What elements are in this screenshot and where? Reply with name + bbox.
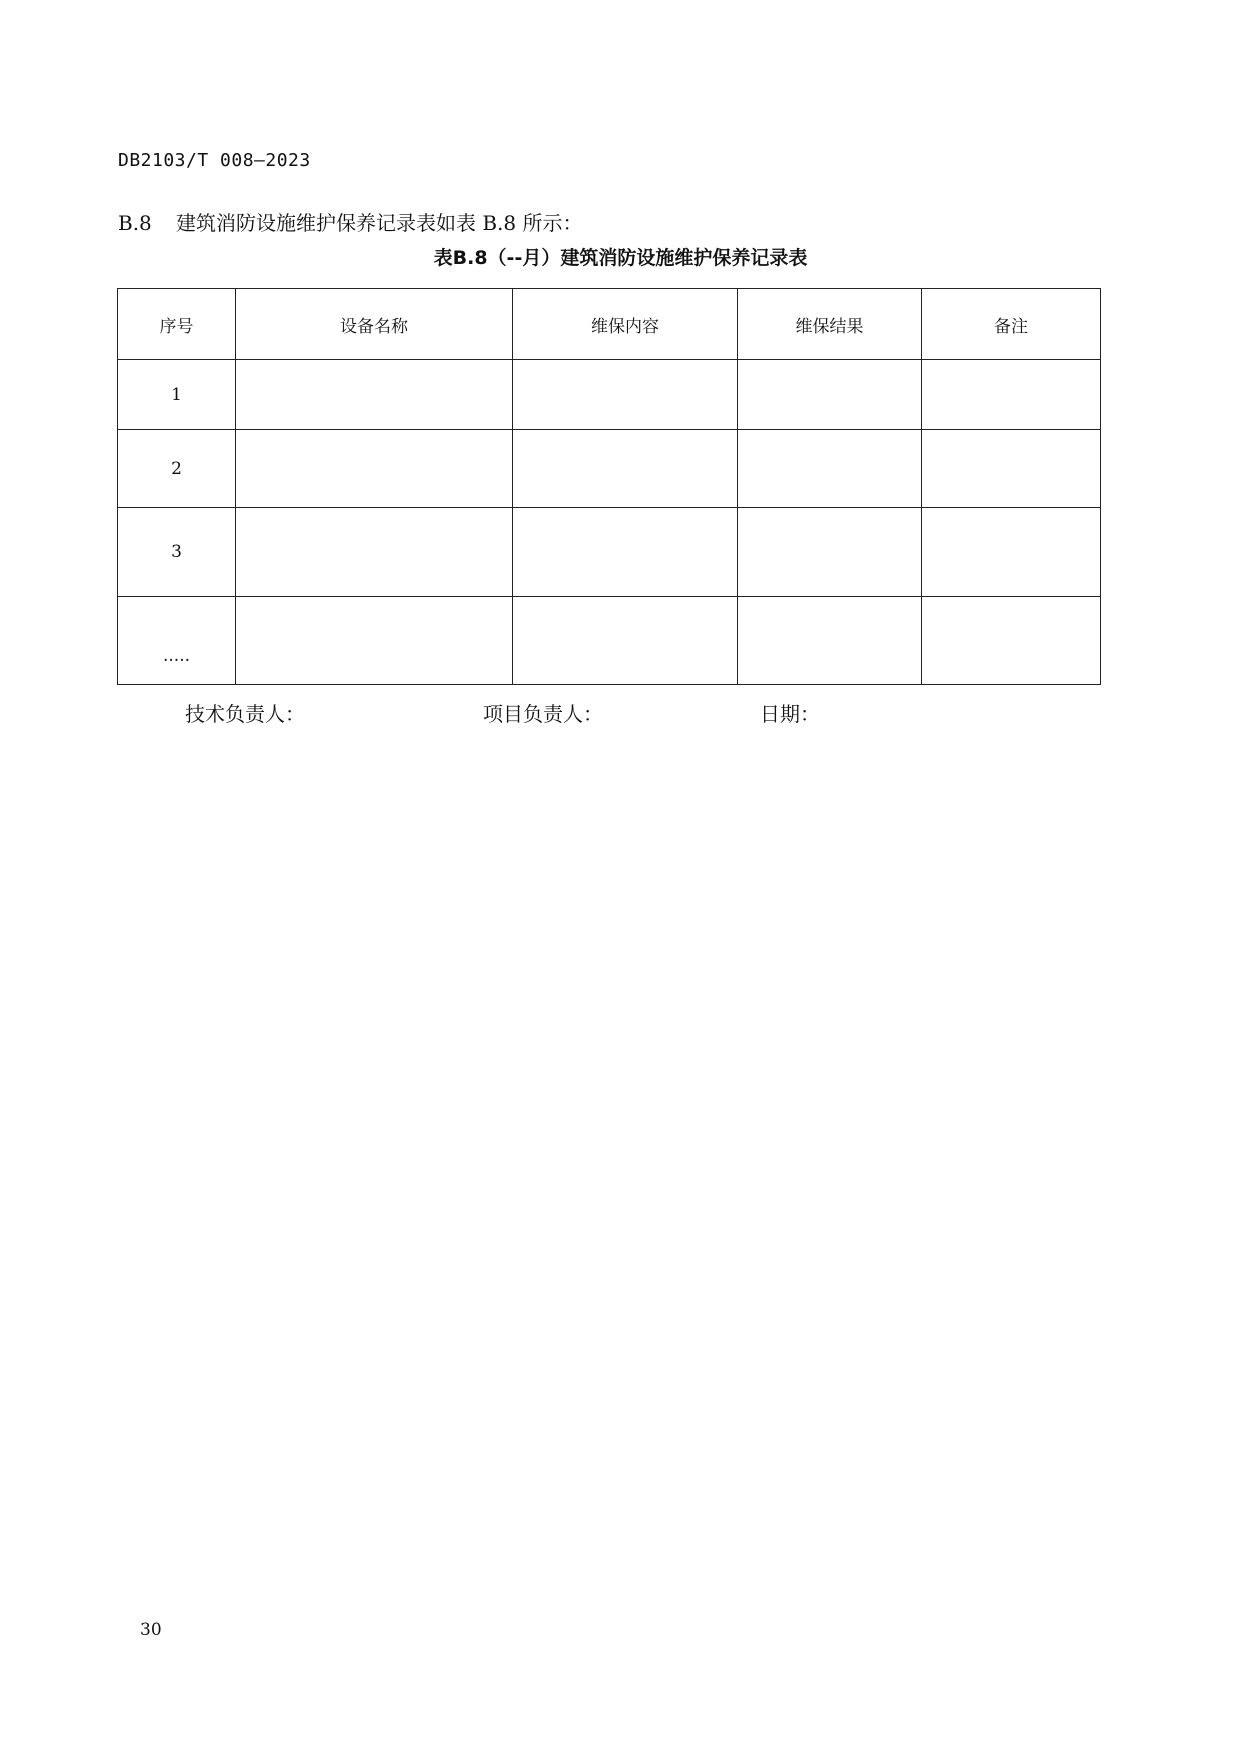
header-device-name: 设备名称	[236, 289, 513, 360]
header-maintenance-result: 维保结果	[738, 289, 922, 360]
cell-maintenance-content	[513, 430, 738, 508]
table-title: 表B.8（--月）建筑消防设施维护保养记录表	[433, 247, 808, 269]
table-row	[118, 430, 1101, 508]
page-number: 30	[140, 1620, 162, 1640]
project-lead-label: 项目负责人：	[483, 702, 603, 726]
table-row	[118, 597, 1101, 685]
header-remark: 备注	[922, 289, 1101, 360]
document-code: DB2103/T 008—2023	[118, 150, 311, 171]
cell-device-name	[236, 430, 513, 508]
cell-serial-number: 2	[118, 430, 236, 508]
maintenance-record-table	[117, 288, 1101, 685]
cell-serial-number: .....	[118, 597, 236, 685]
header-maintenance-content: 维保内容	[513, 289, 738, 360]
section-number: B.8	[118, 211, 152, 235]
cell-remark	[922, 360, 1101, 430]
section-heading	[118, 207, 583, 236]
tech-lead-label: 技术负责人：	[185, 702, 305, 726]
cell-maintenance-result	[738, 508, 922, 597]
cell-serial-number: 3	[118, 508, 236, 597]
cell-maintenance-result	[738, 360, 922, 430]
cell-device-name	[236, 597, 513, 685]
cell-remark	[922, 597, 1101, 685]
header-serial-number: 序号	[118, 289, 236, 360]
cell-remark	[922, 508, 1101, 597]
cell-maintenance-result	[738, 597, 922, 685]
cell-serial-number: 1	[118, 360, 236, 430]
table-header-row	[118, 289, 1101, 360]
section-text: 建筑消防设施维护保养记录表如表 B.8 所示：	[176, 211, 583, 235]
cell-maintenance-content	[513, 508, 738, 597]
cell-maintenance-content	[513, 360, 738, 430]
cell-maintenance-result	[738, 430, 922, 508]
table-row	[118, 360, 1101, 430]
date-label: 日期：	[760, 702, 820, 726]
cell-device-name	[236, 508, 513, 597]
signature-line	[0, 698, 1241, 728]
cell-maintenance-content	[513, 597, 738, 685]
table-row	[118, 508, 1101, 597]
cell-device-name	[236, 360, 513, 430]
cell-remark	[922, 430, 1101, 508]
